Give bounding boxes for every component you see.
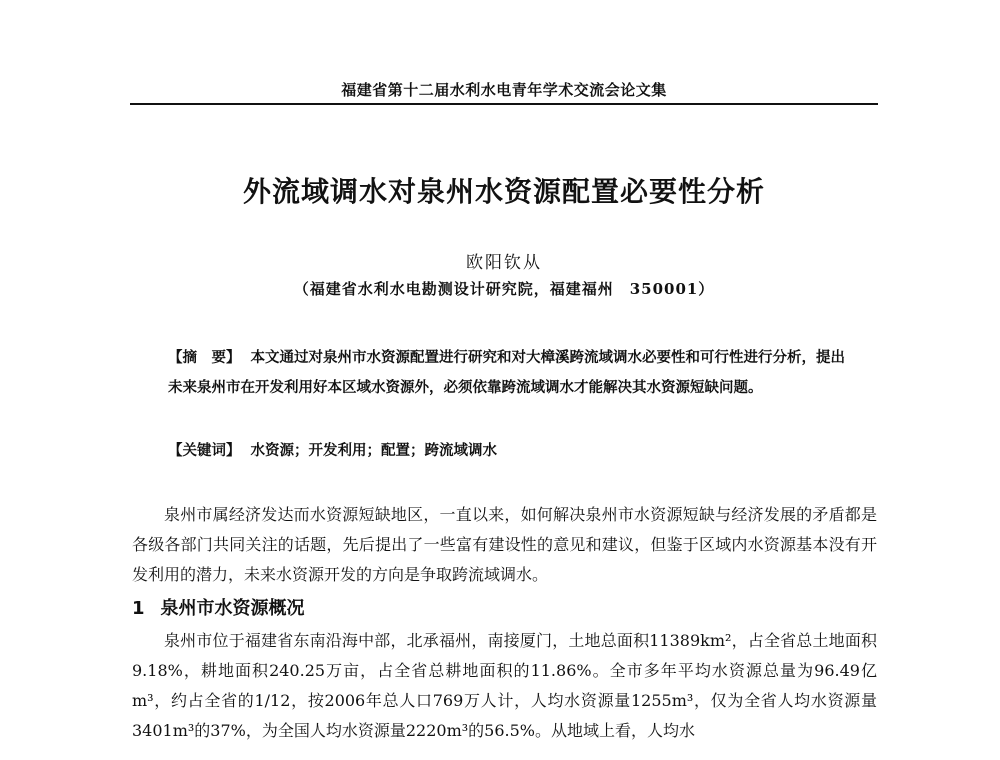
abstract bbox=[168, 343, 848, 403]
section-1-paragraph: 泉州市位于福建省东南沿海中部，北承福州，南接厦门，土地总面积11389km²，占全省总土地面积9.18%，耕地面积240.25万亩，占全省总耕地面积的11.86%。全市多年平均水资源总量为96.49亿m³，约占全省的1/12，按2006年总人口769万人计，人均水资源量1255m³，仅为全省人均水资源量3401m³的37%，为全国人均水资源量2220m³的56.5%。从地域上看，人均水 bbox=[132, 631, 877, 740]
header-rule bbox=[130, 103, 878, 105]
keywords bbox=[168, 436, 848, 466]
abstract-text: 本文通过对泉州市水资源配置进行研究和对大樟溪跨流域调水必要性和可行性进行分析，提出未来泉州市在开发利用好本区域水资源外，必须依靠跨流域调水才能解决其水资源短缺问题。 bbox=[168, 349, 845, 396]
intro-paragraph: 泉州市属经济发达而水资源短缺地区，一直以来，如何解决泉州市水资源短缺与经济发展的矛盾都是各级各部门共同关注的话题，先后提出了一些富有建设性的意见和建议，但鉴于区域内水资源基本没有开发利用的潜力，未来水资源开发的方向是争取跨流域调水。 bbox=[132, 505, 877, 584]
section-1-heading bbox=[132, 594, 305, 624]
keywords-label: 【关键词】 bbox=[168, 442, 241, 459]
section-1-number: 1 bbox=[132, 598, 145, 619]
abstract-label: 【摘 要】 bbox=[168, 349, 241, 366]
running-header: 福建省第十二届水利水电青年学术交流会论文集 bbox=[341, 81, 667, 99]
author-affiliation: （福建省水利水电勘测设计研究院，福建福州 350001） bbox=[293, 280, 715, 298]
keywords-text: 水资源；开发利用；配置；跨流域调水 bbox=[250, 442, 497, 459]
paper-title: 外流域调水对泉州水资源配置必要性分析 bbox=[242, 175, 765, 208]
author-name: 欧阳钦从 bbox=[466, 253, 542, 273]
section-1-title: 泉州市水资源概况 bbox=[160, 598, 305, 619]
